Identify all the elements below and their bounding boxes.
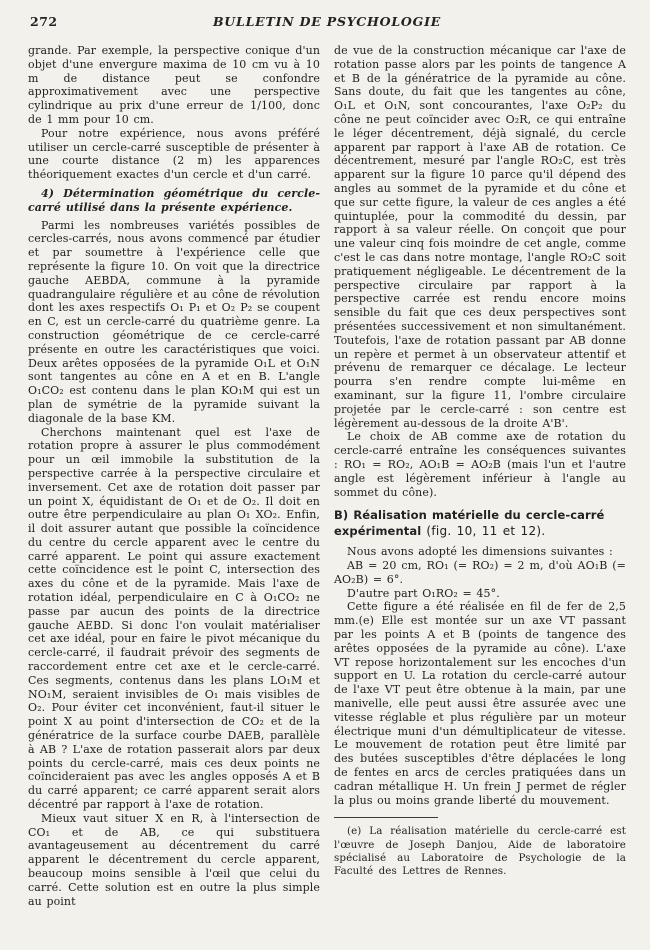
text-run: grande. Par exemple, la perspective conique d'un objet d'une envergure maxima de 10 cm vu à 10 m de distance peut se confondre approximativement avec une perspective cylindrique au prix d'une erreur de 1/100, donc de 1 mm pour 10 cm. <box>28 44 320 126</box>
right-column <box>334 44 626 908</box>
text-run: Le choix de AB comme axe de rotation du cercle-carré entraîne les conséquences suivantes : RO₁ = RO₂, AO₁B = AO₂B (mais l'un et l'autre angle est légèrement inférieur à l'angle au sommet du cône). <box>334 430 626 499</box>
paragraph <box>334 44 626 430</box>
paragraph <box>334 430 626 499</box>
text-run: Parmi les nombreuses variétés possibles de cercles-carrés, nous avons commencé par étudier et par soumettre à l'expérience celle que représente la figure 10. On voit que la directrice gauche AEBDA, commune à la pyramide quadrangulaire régulière et au cône de révolution dont les axes respectifs O₁ P₁ et O₂ P₂ se coupent en C, est un cercle-carré du quatrième genre. La construction géométrique de ce cercle-carré présente en outre les caractéristiques que voici. Deux arêtes opposées de la pyramide O₁L et O₁N sont tangentes au cône en A et en B. L'angle O₁CO₂ est contenu dans le plan KO₁M qui est un plan de symétrie de la pyramide suivant la diagonale de la base KM. <box>28 218 320 425</box>
text-run: D'autre part O₁RO₂ = 45°. <box>347 586 500 600</box>
footnote-text <box>334 825 626 878</box>
two-column-text-body <box>28 44 626 908</box>
text-run: de vue de la construction mécanique car l'axe de rotation passe alors par les points de tangence A et B de la génératrice de la pyramide au cône. Sans doute, du fait que les tangentes au cône, O₁L et O₁N, sont concourantes, l'axe O₂P₂ du cône ne peut coïncider avec O₂R, ce qui entraîne le léger décentrement, déjà signalé, du cercle apparent par rapport à l'axe AB de rotation. Ce décentrement, mesuré par l'angle RO₂C, est très apparent sur la figure 10 parce qu'il dépend des angles au sommet de la pyramide et du cône et que sur cette figure, la valeur de ces angles a été quintuplée, pour la commodité du dessin, par rapport à sa valeur réelle. On conçoit que pour une valeur cinq fois moindre de cet angle, comme c'est le cas dans notre montage, l'angle RO₂C soit pratiquement négligeable. Le décentrement de la perspective circulaire par rapport à la perspective carrée est rendu encore moins sensible du fait que ces deux perspectives sont présentées successivement et non simultanément. Toutefois, l'axe de rotation passant par AB donne un repère et permet à un observateur attentif et prévenu de remarquer ce décalage. Le lecteur pourra s'en rendre compte lui-même en examinant, sur la figure 11, l'ombre circulaire projetée par le cercle-carré : son centre est légèrement au-dessous de la droite A'B'. <box>334 44 626 430</box>
text-run: B) Réalisation matérielle du cercle-carré expérimental <box>334 508 605 538</box>
text-run: Nous avons adopté les dimensions suivantes : <box>347 545 613 559</box>
text-run: Cette figure a été réalisée en fil de fer de 2,5 mm.(e) Elle est montée sur un axe VT passant par les points A et B (points de tangence des arêtes opposées de la pyramide au cône). L'axe VT repose horizontalement sur les encoches d'un support en U. La rotation du cercle-carré autour de l'axe VT peut être obtenue à la main, par une manivelle, elle peut aussi être assurée avec une vitesse réglable et plus régulière par un moteur électrique muni d'un démultiplicateur de vitesse. Le mouvement de rotation peut être limité par des butées susceptibles d'être déplacées le long de fentes en arcs de cercles pratiquées dans un cadran métallique H. Un frein J permet de régler la plus ou moins grande liberté du mouvement. <box>334 600 626 807</box>
text-run: Mieux vaut situer X en R, à l'intersection de CO₁ et de AB, ce qui substituera avantageusement au décentrement du carré apparent le décentrement du cercle apparent, beaucoup moins sensible à l'œil que celui du carré. Cette solution est en outre la plus simple au point <box>28 811 320 908</box>
paragraph <box>28 426 320 812</box>
paragraph <box>334 559 626 587</box>
heading-figure-reference: (fig. 10, 11 et 12). <box>421 523 546 538</box>
paragraph <box>28 127 320 182</box>
paragraph <box>334 587 626 601</box>
paragraph <box>28 44 320 127</box>
text-run: Cherchons maintenant quel est l'axe de rotation propre à assurer le plus commodément pour un œil immobile la substitution de la perspective carrée à la perspective circulaire et inversement. Cet axe de rotation doit passer par un point X, équidistant de O₁ et de O₂. Il doit en outre être perpendiculaire au plan O₁ XO₂. Enfin, il doit assurer autant que possible la coïncidence du centre du cercle apparent avec le centre du carré apparent. Le point qui assure exactement cette coïncidence est le point C, intersection des axes du cône et de la pyramide. Mais l'axe de rotation idéal, perpendiculaire en C à O₁CO₂ ne passe par aucun des points de la directrice gauche AEBD. Si donc l'on voulait matérialiser cet axe idéal, pour en faire le pivot mécanique du cercle-carré, il faudrait prévoir des segments de raccordement entre cet axe et le cercle-carré. Ces segments, contenus dans les plans LO₁M et NO₁M, seraient invisibles de O₁ mais visibles de O₂. Pour éviter cet inconvénient, faut-il situer le point X au point d'intersection de CO₂ et de la génératrice de la surface courbe DAEB, parallèle à AB ? L'axe de rotation passerait alors par deux points du cercle-carré, mais ces deux points ne coïncideraient pas avec les angles opposés A et B du carré apparent; ce carré apparent serait alors décentré par rapport à l'axe de rotation. <box>28 425 320 812</box>
paragraph <box>28 812 320 909</box>
paragraph <box>28 219 320 426</box>
text-run: 4) Détermination géométrique du cercle-carré utilisé dans la présente expérience. <box>28 186 320 214</box>
journal-title: BULLETIN DE PSYCHOLOGIE <box>212 14 442 29</box>
text-run: (e) La réalisation matérielle du cercle-carré est l'œuvre de Joseph Danjou, Aide de laboratoire spécialisé au Laboratoire de Psychologie de la Faculté des Lettres de Rennes. <box>334 825 626 878</box>
section-heading <box>28 187 320 215</box>
text-run: AB = 20 cm, RO₁ (= RO₂) = 2 m, d'où AO₁B (= AO₂B) = 6°. <box>334 559 626 586</box>
text-run: Pour notre expérience, nous avons préféré utiliser un cercle-carré susceptible de présenter à une courte distance (2 m) les apparences théoriquement exactes d'un cercle et d'un carré. <box>28 126 320 182</box>
page-number: 272 <box>30 14 58 29</box>
paragraph <box>334 545 626 559</box>
section-heading <box>334 508 626 539</box>
footnote-divider <box>334 817 438 818</box>
left-column <box>28 44 320 908</box>
page-header <box>28 12 626 36</box>
paragraph <box>334 600 626 807</box>
